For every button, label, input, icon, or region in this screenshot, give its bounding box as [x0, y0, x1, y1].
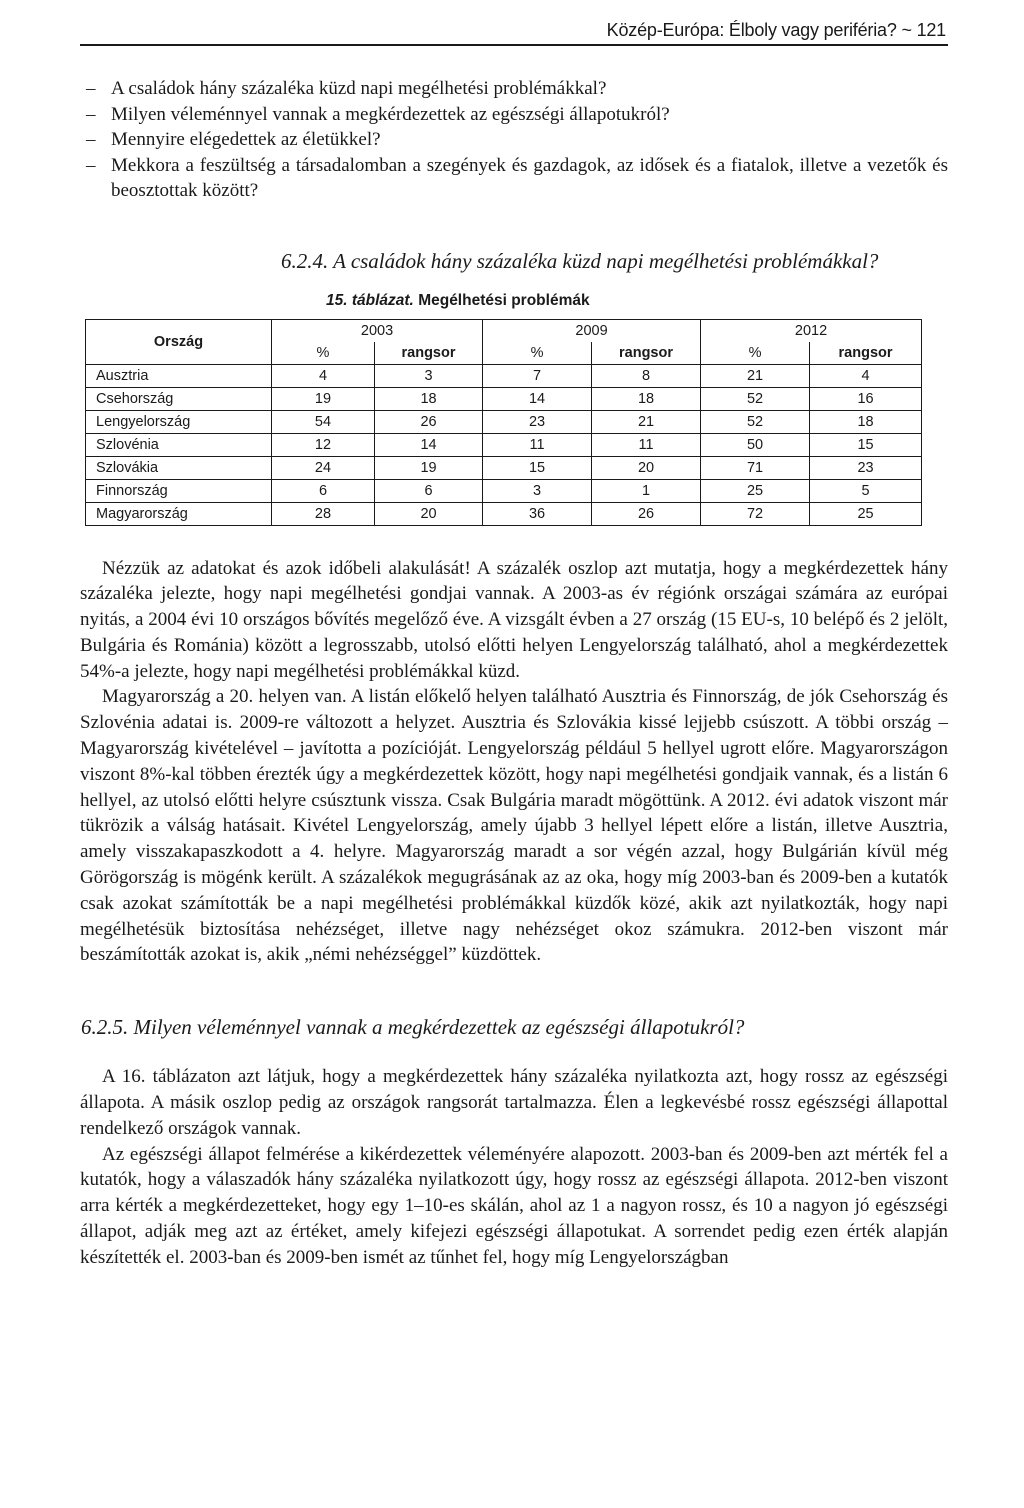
rank-column-header: rangsor — [375, 342, 483, 365]
body-paragraph: Az egészségi állapot felmérése a kikérdezettek véleményére alapozott. 2003-ban és 2009-ben azt mérték fel a kutatók, hogy a válaszadók hány százaléka nyilatkozott úgy, hogy rossz az egészségi állapota. 2012-ben viszont arra kérték a megkérdezetteket, hogy egy 1–10-es skálán, ahol az 1 a nagyon rossz, és 10 a nagyon jó egészségi állapot, adják meg azt az értéket, amely kifejezi egészségi állapotukat. A sorrendet pedig ezen érték alapján készítették el. 2003-ban és 2009-ben ismét az tűnhet fel, hogy míg Lengyelországban — [80, 1143, 948, 1268]
rank-cell: 3 — [375, 364, 483, 387]
pct-cell: 36 — [483, 502, 592, 525]
country-cell: Ausztria — [86, 364, 272, 387]
running-header — [80, 18, 948, 46]
pct-cell: 11 — [483, 433, 592, 456]
country-cell: Magyarország — [86, 502, 272, 525]
rank-cell: 16 — [810, 387, 922, 410]
rank-cell: 20 — [592, 456, 701, 479]
question-item: – Milyen véleménnyel vannak a megkérdezettek az egészségi állapotukról? — [80, 102, 948, 128]
running-title: Közép-Európa: Élboly vagy periféria? — [606, 20, 897, 40]
rank-cell: 23 — [810, 456, 922, 479]
pct-cell: 12 — [272, 433, 375, 456]
book-page — [80, 18, 948, 1271]
table-row — [86, 502, 922, 525]
pct-cell: 52 — [701, 410, 810, 433]
rank-cell: 5 — [810, 479, 922, 502]
section-heading-6-2-4: 6.2.4. A családok hány százaléka küzd napi megélhetési problémákkal? — [281, 248, 879, 273]
rank-cell: 21 — [592, 410, 701, 433]
pct-cell: 50 — [701, 433, 810, 456]
country-cell: Finnország — [86, 479, 272, 502]
pct-cell: 6 — [272, 479, 375, 502]
pct-cell: 72 — [701, 502, 810, 525]
rank-cell: 8 — [592, 364, 701, 387]
pct-cell: 21 — [701, 364, 810, 387]
rank-cell: 26 — [592, 502, 701, 525]
table-row — [86, 433, 922, 456]
year-header-2003: 2003 — [272, 319, 483, 342]
rank-cell: 25 — [810, 502, 922, 525]
pct-cell: 14 — [483, 387, 592, 410]
body-paragraph: Magyarország a 20. helyen van. A listán előkelő helyen található Ausztria és Finnország, de jók Csehország és Szlovénia adatai is. 2009-re változott a helyzet. Ausztria és Szlovákia kissé lejjebb csúszott. A többi ország – Magyarország kivételével – javította a pozícióját. Lengyelország például 5 hellyel ugrott előre. Magyarországon viszont 8%-kal többen érezték úgy a megkérdezettek között, hogy napi megélhetési gondjaik vannak, és a listán 6 hellyel, az utolsó előtti helyre csúsztunk vissza. Csak Bulgária maradt mögöttünk. A 2012. évi adatok viszont már tükrözik a válság hatásait. Kivétel Lengyelország, amely újabb 3 hellyel lépett előre a listán, illetve Ausztria, amely visszakapaszkodott a 4. helyre. Magyarország maradt a sor végén azzal, hogy Bulgárián kívül még Görögország is mögénk került. A százalékok megugrásának az az oka, hogy míg 2003-ban és 2009-ben a kutatók csak azokat számították be a napi megélhetési problémákkal küzdők közé, akik azt nyilatkozták, hogy napi megélhetésük biztosítása nehézséget, illetve nagy nehézséget okoz számukra. 2012-ben viszont már beszámították azokat is, akik „némi nehézséggel” küzdöttek. — [80, 686, 948, 966]
table-row — [86, 479, 922, 502]
rank-column-header: rangsor — [810, 342, 922, 365]
table-caption-number: 15. táblázat. — [326, 291, 414, 309]
country-cell: Lengyelország — [86, 410, 272, 433]
table-row — [86, 387, 922, 410]
livelihood-table — [85, 319, 922, 526]
pct-cell: 15 — [483, 456, 592, 479]
pct-cell: 4 — [272, 364, 375, 387]
question-item: – A családok hány százaléka küzd napi megélhetési problémákkal? — [80, 76, 948, 102]
rank-cell: 15 — [810, 433, 922, 456]
header-separator: ~ — [901, 20, 912, 40]
question-item: – Mennyire elégedettek az életükkel? — [80, 127, 948, 153]
country-cell: Csehország — [86, 387, 272, 410]
pct-cell: 71 — [701, 456, 810, 479]
question-item: – Mekkora a feszültség a társadalomban a szegények és gazdagok, az idősek és a fiatalok, illetve a vezetők és beosztottak között? — [80, 153, 948, 204]
rank-cell: 1 — [592, 479, 701, 502]
year-header-2012: 2012 — [701, 319, 922, 342]
rank-cell: 14 — [375, 433, 483, 456]
pct-column-header: % — [701, 342, 810, 365]
rank-cell: 11 — [592, 433, 701, 456]
rank-cell: 20 — [375, 502, 483, 525]
pct-cell: 52 — [701, 387, 810, 410]
rank-cell: 18 — [375, 387, 483, 410]
year-header-2009: 2009 — [483, 319, 701, 342]
country-cell: Szlovénia — [86, 433, 272, 456]
table-row — [86, 410, 922, 433]
pct-cell: 25 — [701, 479, 810, 502]
pct-cell: 54 — [272, 410, 375, 433]
table-caption-text: Megélhetési problémák — [418, 291, 590, 309]
pct-cell: 24 — [272, 456, 375, 479]
table-row — [86, 456, 922, 479]
rank-column-header: rangsor — [592, 342, 701, 365]
rank-cell: 18 — [810, 410, 922, 433]
rank-cell: 18 — [592, 387, 701, 410]
body-paragraph: A 16. táblázaton azt látjuk, hogy a megkérdezettek hány százaléka nyilatkozta azt, hogy rossz az egészségi állapota. A másik oszlop pedig az országok rangsorát tartalmazza. Élen a legkevésbé rossz egészségi állapottal rendelkező országok vannak. — [80, 1066, 948, 1139]
table-caption — [326, 291, 948, 311]
rank-cell: 26 — [375, 410, 483, 433]
section-heading-6-2-5: 6.2.5. Milyen véleménnyel vannak a megkérdezettek az egészségi állapotukról? — [81, 1015, 745, 1040]
pct-cell: 19 — [272, 387, 375, 410]
rank-cell: 4 — [810, 364, 922, 387]
rank-cell: 19 — [375, 456, 483, 479]
pct-cell: 28 — [272, 502, 375, 525]
table-body — [86, 364, 922, 525]
pct-column-header: % — [272, 342, 375, 365]
page-number: 121 — [916, 20, 946, 40]
rank-cell: 6 — [375, 479, 483, 502]
country-cell: Szlovákia — [86, 456, 272, 479]
country-column-header: Ország — [86, 319, 272, 364]
pct-cell: 7 — [483, 364, 592, 387]
pct-cell: 23 — [483, 410, 592, 433]
pct-cell: 3 — [483, 479, 592, 502]
question-list — [80, 76, 948, 204]
table-row — [86, 364, 922, 387]
body-paragraph: Nézzük az adatokat és azok időbeli alakulását! A százalék oszlop azt mutatja, hogy a megkérdezettek hány százaléka jelezte, hogy napi megélhetési gondjai vannak. A 2003-as év régiónk országai számára az európai nyitás, a 2004 évi 10 országos bővítés megelőző éve. A vizsgált évben a 27 ország (15 EU-s, 10 belépő és 2 jelölt, Bulgária és Románia) között a legrosszabb, utolsó előtti helyen Lengyelország található, ahol a megkérdezettek 54%-a jelezte, hogy napi megélhetési problémákkal küzd. — [80, 557, 948, 682]
pct-column-header: % — [483, 342, 592, 365]
